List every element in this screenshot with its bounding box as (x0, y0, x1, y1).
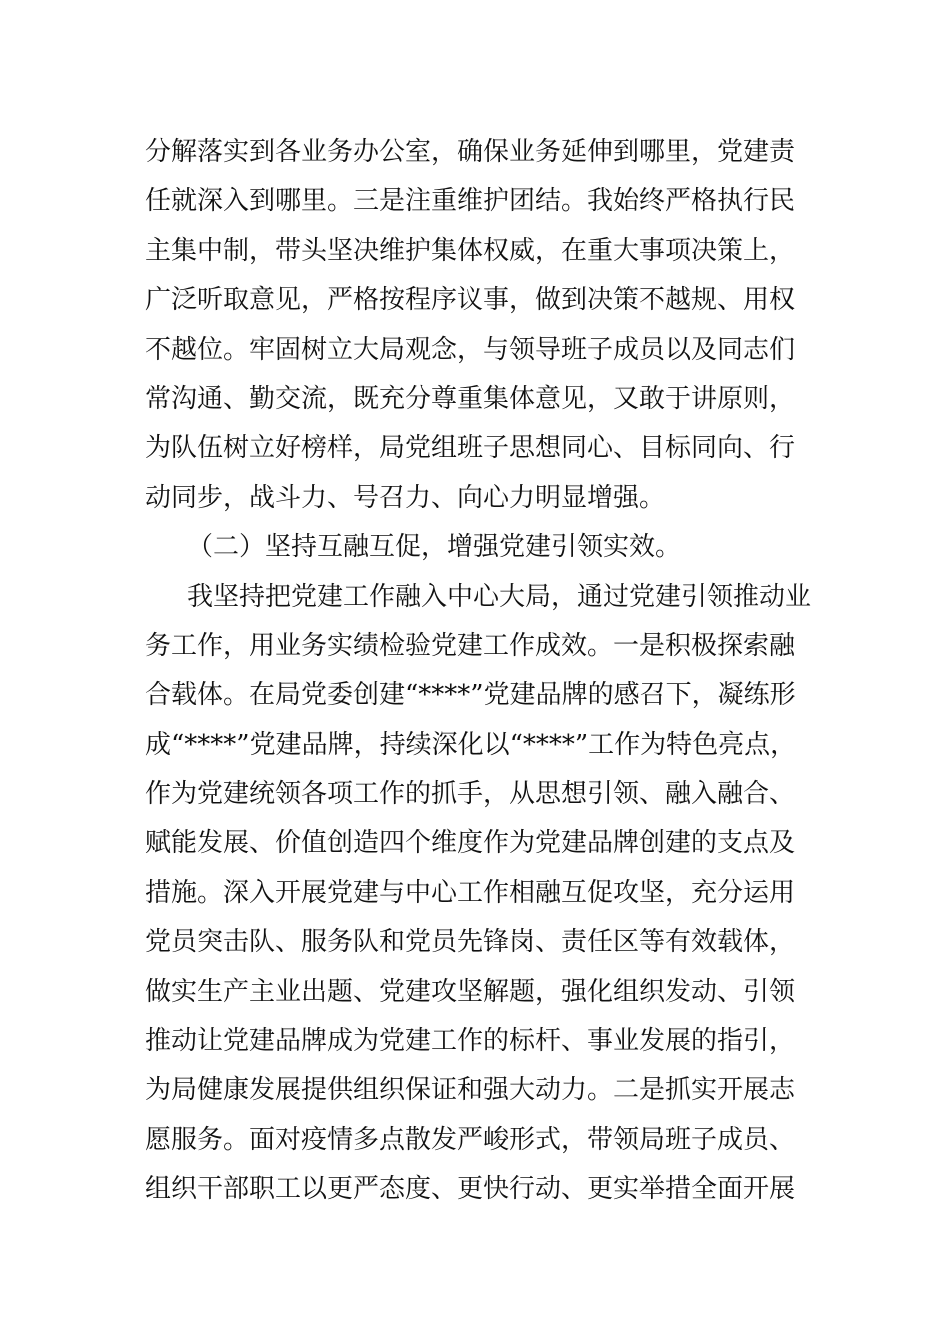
text-line: 动同步，战斗力、号召力、向心力明显增强。 (145, 482, 666, 513)
text-line: 为局健康发展提供组织保证和强大动力。二是抓实开展志 (145, 1075, 796, 1106)
text-line: 任就深入到哪里。三是注重维护团结。我始终严格执行民 (145, 186, 796, 217)
text-line: 我坚持把党建工作融入中心大局，通过党建引领推动业 (187, 581, 812, 612)
text-line: 做实生产主业出题、党建攻坚解题，强化组织发动、引领 (145, 976, 796, 1007)
text-line: 愿服务。面对疫情多点散发严峻形式，带领局班子成员、 (145, 1124, 796, 1155)
text-line: 分解落实到各业务办公室，确保业务延伸到哪里，党建责 (145, 137, 796, 167)
text-line: 合载体。在局党委创建“****”党建品牌的感召下，凝练形 (145, 680, 796, 711)
text-line: 赋能发展、价值创造四个维度作为党建品牌创建的支点及 (145, 828, 796, 859)
text-line: 推动让党建品牌成为党建工作的标杆、事业发展的指引， (145, 1026, 796, 1057)
text-line: 务工作，用业务实绩检验党建工作成效。一是积极探索融 (145, 630, 796, 661)
text-line: 党员突击队、服务队和党员先锋岗、责任区等有效载体， (145, 927, 796, 958)
text-line: 常沟通、勤交流，既充分尊重集体意见，又敢于讲原则， (145, 383, 796, 414)
text-line: 组织干部职工以更严态度、更快行动、更实举措全面开展 (145, 1174, 796, 1205)
section-heading: （二）坚持互融互促，增强党建引领实效。 (187, 532, 682, 563)
text-line: 措施。深入开展党建与中心工作相融互促攻坚，充分运用 (145, 877, 796, 908)
text-line: 为队伍树立好榜样，局党组班子思想同心、目标同向、行 (145, 433, 796, 464)
text-line: 广泛听取意见，严格按程序议事，做到决策不越规、用权 (145, 285, 796, 316)
text-line: 成“****”党建品牌，持续深化以“****”工作为特色亮点， (145, 729, 797, 760)
document-body (145, 128, 825, 1215)
text-line: 作为党建统领各项工作的抓手，从思想引领、融入融合、 (145, 779, 796, 810)
text-line: 主集中制，带头坚决维护集体权威，在重大事项决策上， (145, 235, 796, 266)
text-line: 不越位。牢固树立大局观念，与领导班子成员以及同志们 (145, 334, 796, 365)
